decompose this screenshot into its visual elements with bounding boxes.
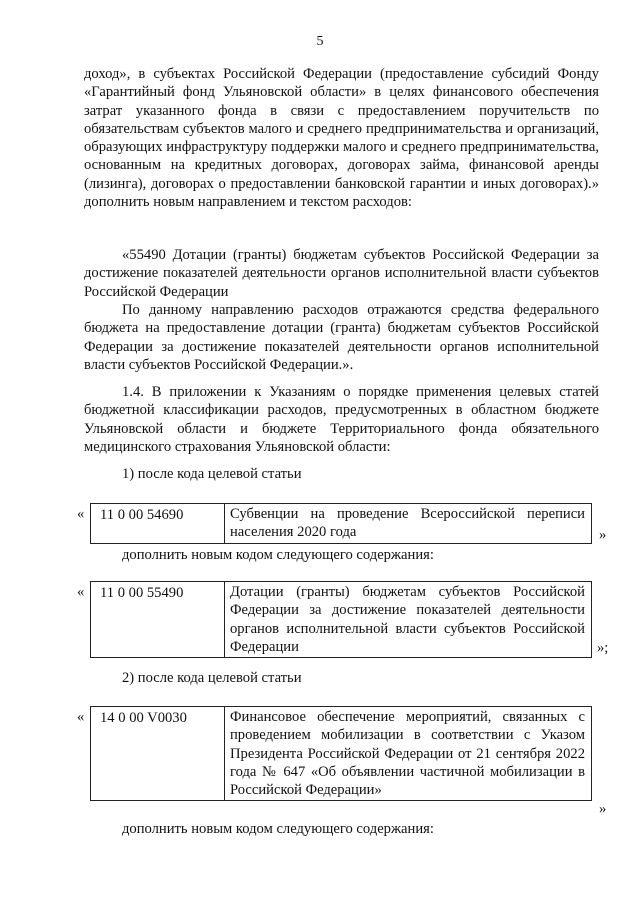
target-code-2: 11 0 00 55490 bbox=[91, 582, 225, 657]
paragraph-section-1-4: 1.4. В приложении к Указаниям о порядке применения целевых статей бюджетной классификации расходов, предусмотренных в областном бюджете Ульяновской области и бюджете Территориального фонда обязательного медицинского страхования Ульяновской области: bbox=[84, 384, 599, 455]
paragraph-intro: доход», в субъектах Российской Федерации (предоставление субсидий Фонду «Гарантийный фонд Ульяновской области» в целях финансового обеспечения затрат указанного фонда в связи с предоставлением поручительств по обязательствам субъектов малого и среднего предпринимательства и организаций, образующих инфраструктуру поддержки малого и среднего предпринимательства, основанным на кредитных договорах, договорах займа, финансовой аренды (лизинга), договорах о предоставлении банковской гарантии и иных договорах).» дополнить новым направлением и текстом расходов: bbox=[84, 66, 599, 211]
target-description-2: Дотации (гранты) бюджетам субъектов Российской Федерации за достижение показателей деятельности органов исполнительной власти субъектов Российской Федерации bbox=[230, 584, 585, 655]
code-table-1 bbox=[90, 503, 592, 544]
open-quote-2: « bbox=[77, 584, 85, 600]
close-quote-3: » bbox=[599, 801, 607, 817]
target-code-1: 11 0 00 54690 bbox=[91, 504, 225, 543]
target-description-3: Финансовое обеспечение мероприятий, связанных с проведением мобилизации в соответствии с Указом Президента Российской Федерации от 21 сентября 2022 года № 647 «Об объявлении частичной мобилизации в Российской Федерации» bbox=[230, 709, 585, 799]
close-quote-1: » bbox=[599, 527, 607, 543]
paragraph-new-direction: «55490 Дотации (гранты) бюджетам субъектов Российской Федерации за достижение показателей деятельности органов исполнительной власти субъектов Российской Федерации bbox=[84, 247, 599, 300]
paragraph-expense-description: По данному направлению расходов отражаются средства федерального бюджета на предоставление дотации (гранта) бюджетам субъектов Российской Федерации за достижение показателей деятельности органов исполнительной власти субъектов Российской Федерации.». bbox=[84, 302, 599, 373]
target-code-3: 14 0 00 V0030 bbox=[91, 707, 225, 800]
after-code-label-1: 1) после кода целевой статьи bbox=[122, 466, 302, 482]
open-quote-3: « bbox=[77, 709, 85, 725]
target-description-1: Субвенции на проведение Всероссийской переписи населения 2020 года bbox=[230, 506, 585, 541]
after-code-label-2: 2) после кода целевой статьи bbox=[122, 670, 302, 686]
open-quote-1: « bbox=[77, 506, 85, 522]
close-quote-2: »; bbox=[597, 640, 609, 656]
code-table-3 bbox=[90, 706, 592, 801]
add-code-label-2: дополнить новым кодом следующего содержания: bbox=[122, 821, 434, 837]
page-number: 5 bbox=[316, 34, 324, 49]
code-table-2 bbox=[90, 581, 592, 658]
add-code-label-1: дополнить новым кодом следующего содержания: bbox=[122, 547, 434, 563]
